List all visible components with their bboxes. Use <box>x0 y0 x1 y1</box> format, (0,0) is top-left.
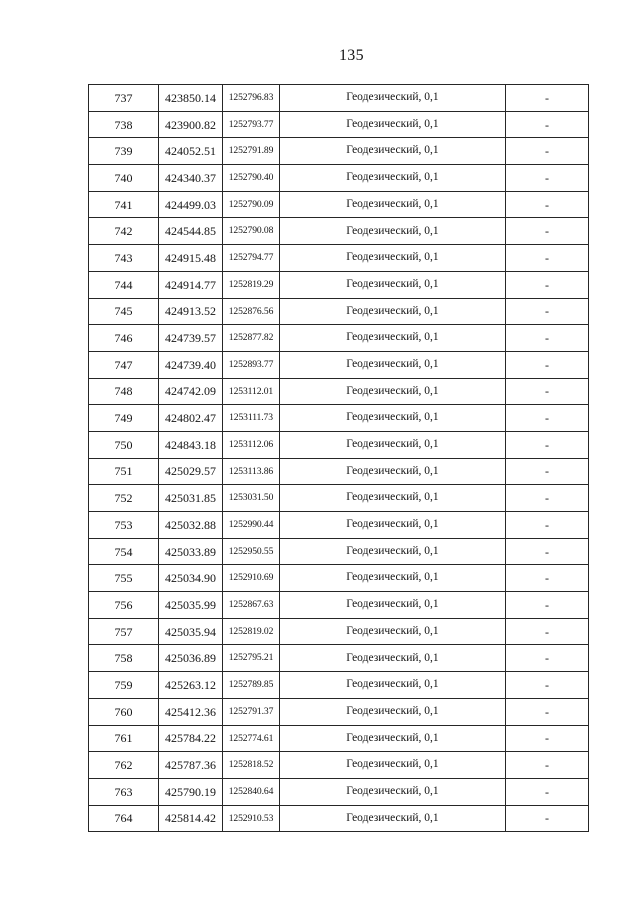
dash-cell: - <box>506 325 589 352</box>
dash-cell: - <box>506 271 589 298</box>
x-coordinate-cell: 424843.18 <box>159 431 223 458</box>
method-accuracy-cell: Геодезический, 0,1 <box>280 271 506 298</box>
y-coordinate-cell: 1252877.82 <box>223 325 280 352</box>
table-row <box>89 645 589 672</box>
point-number-cell: 764 <box>89 805 159 832</box>
x-coordinate-cell: 425036.89 <box>159 645 223 672</box>
dash-cell: - <box>506 778 589 805</box>
method-accuracy-cell: Геодезический, 0,1 <box>280 405 506 432</box>
x-coordinate-cell: 424340.37 <box>159 165 223 192</box>
y-coordinate-cell: 1252893.77 <box>223 351 280 378</box>
y-coordinate-cell: 1252819.02 <box>223 618 280 645</box>
point-number-cell: 737 <box>89 85 159 112</box>
dash-cell: - <box>506 725 589 752</box>
dash-cell: - <box>506 752 589 779</box>
point-number-cell: 747 <box>89 351 159 378</box>
table-row <box>89 485 589 512</box>
method-accuracy-cell: Геодезический, 0,1 <box>280 325 506 352</box>
y-coordinate-cell: 1252795.21 <box>223 645 280 672</box>
point-number-cell: 744 <box>89 271 159 298</box>
point-number-cell: 754 <box>89 538 159 565</box>
point-number-cell: 742 <box>89 218 159 245</box>
method-accuracy-cell: Геодезический, 0,1 <box>280 218 506 245</box>
y-coordinate-cell: 1252790.09 <box>223 191 280 218</box>
x-coordinate-cell: 425787.36 <box>159 752 223 779</box>
dash-cell: - <box>506 138 589 165</box>
table-row <box>89 618 589 645</box>
y-coordinate-cell: 1252990.44 <box>223 512 280 539</box>
x-coordinate-cell: 425035.94 <box>159 618 223 645</box>
dash-cell: - <box>506 538 589 565</box>
coordinates-table <box>88 84 589 832</box>
method-accuracy-cell: Геодезический, 0,1 <box>280 458 506 485</box>
method-accuracy-cell: Геодезический, 0,1 <box>280 698 506 725</box>
method-accuracy-cell: Геодезический, 0,1 <box>280 618 506 645</box>
method-accuracy-cell: Геодезический, 0,1 <box>280 512 506 539</box>
table-row <box>89 565 589 592</box>
method-accuracy-cell: Геодезический, 0,1 <box>280 752 506 779</box>
x-coordinate-cell: 424544.85 <box>159 218 223 245</box>
x-coordinate-cell: 425814.42 <box>159 805 223 832</box>
coordinates-table-body <box>89 85 589 832</box>
x-coordinate-cell: 425263.12 <box>159 672 223 699</box>
dash-cell: - <box>506 298 589 325</box>
point-number-cell: 756 <box>89 592 159 619</box>
y-coordinate-cell: 1253113.86 <box>223 458 280 485</box>
dash-cell: - <box>506 565 589 592</box>
point-number-cell: 762 <box>89 752 159 779</box>
table-row <box>89 538 589 565</box>
x-coordinate-cell: 424914.77 <box>159 271 223 298</box>
dash-cell: - <box>506 458 589 485</box>
x-coordinate-cell: 423850.14 <box>159 85 223 112</box>
table-row <box>89 218 589 245</box>
point-number-cell: 758 <box>89 645 159 672</box>
method-accuracy-cell: Геодезический, 0,1 <box>280 298 506 325</box>
point-number-cell: 761 <box>89 725 159 752</box>
method-accuracy-cell: Геодезический, 0,1 <box>280 778 506 805</box>
point-number-cell: 749 <box>89 405 159 432</box>
x-coordinate-cell: 425029.57 <box>159 458 223 485</box>
point-number-cell: 751 <box>89 458 159 485</box>
table-row <box>89 458 589 485</box>
table-row <box>89 378 589 405</box>
method-accuracy-cell: Геодезический, 0,1 <box>280 138 506 165</box>
dash-cell: - <box>506 85 589 112</box>
y-coordinate-cell: 1252789.85 <box>223 672 280 699</box>
y-coordinate-cell: 1252867.63 <box>223 592 280 619</box>
dash-cell: - <box>506 512 589 539</box>
y-coordinate-cell: 1252791.37 <box>223 698 280 725</box>
table-row <box>89 271 589 298</box>
table-row <box>89 405 589 432</box>
table-row <box>89 698 589 725</box>
method-accuracy-cell: Геодезический, 0,1 <box>280 538 506 565</box>
table-row <box>89 138 589 165</box>
x-coordinate-cell: 425034.90 <box>159 565 223 592</box>
y-coordinate-cell: 1252840.64 <box>223 778 280 805</box>
table-row <box>89 351 589 378</box>
table-row <box>89 512 589 539</box>
y-coordinate-cell: 1252790.08 <box>223 218 280 245</box>
dash-cell: - <box>506 111 589 138</box>
dash-cell: - <box>506 165 589 192</box>
y-coordinate-cell: 1252791.89 <box>223 138 280 165</box>
x-coordinate-cell: 424739.40 <box>159 351 223 378</box>
y-coordinate-cell: 1252796.83 <box>223 85 280 112</box>
table-row <box>89 431 589 458</box>
point-number-cell: 738 <box>89 111 159 138</box>
point-number-cell: 755 <box>89 565 159 592</box>
method-accuracy-cell: Геодезический, 0,1 <box>280 191 506 218</box>
point-number-cell: 753 <box>89 512 159 539</box>
dash-cell: - <box>506 592 589 619</box>
method-accuracy-cell: Геодезический, 0,1 <box>280 725 506 752</box>
dash-cell: - <box>506 351 589 378</box>
point-number-cell: 757 <box>89 618 159 645</box>
y-coordinate-cell: 1252818.52 <box>223 752 280 779</box>
x-coordinate-cell: 424802.47 <box>159 405 223 432</box>
dash-cell: - <box>506 378 589 405</box>
x-coordinate-cell: 425790.19 <box>159 778 223 805</box>
y-coordinate-cell: 1252794.77 <box>223 245 280 272</box>
point-number-cell: 740 <box>89 165 159 192</box>
table-row <box>89 111 589 138</box>
table-row <box>89 298 589 325</box>
dash-cell: - <box>506 618 589 645</box>
x-coordinate-cell: 424739.57 <box>159 325 223 352</box>
x-coordinate-cell: 424052.51 <box>159 138 223 165</box>
x-coordinate-cell: 425412.36 <box>159 698 223 725</box>
point-number-cell: 750 <box>89 431 159 458</box>
method-accuracy-cell: Геодезический, 0,1 <box>280 645 506 672</box>
y-coordinate-cell: 1253031.50 <box>223 485 280 512</box>
method-accuracy-cell: Геодезический, 0,1 <box>280 111 506 138</box>
table-row <box>89 245 589 272</box>
point-number-cell: 748 <box>89 378 159 405</box>
method-accuracy-cell: Геодезический, 0,1 <box>280 351 506 378</box>
point-number-cell: 745 <box>89 298 159 325</box>
table-row <box>89 725 589 752</box>
x-coordinate-cell: 425031.85 <box>159 485 223 512</box>
y-coordinate-cell: 1252790.40 <box>223 165 280 192</box>
method-accuracy-cell: Геодезический, 0,1 <box>280 565 506 592</box>
x-coordinate-cell: 425035.99 <box>159 592 223 619</box>
table-row <box>89 778 589 805</box>
table-row <box>89 85 589 112</box>
dash-cell: - <box>506 645 589 672</box>
y-coordinate-cell: 1252793.77 <box>223 111 280 138</box>
x-coordinate-cell: 424913.52 <box>159 298 223 325</box>
page-number: 135 <box>339 47 364 64</box>
x-coordinate-cell: 425033.89 <box>159 538 223 565</box>
point-number-cell: 763 <box>89 778 159 805</box>
point-number-cell: 759 <box>89 672 159 699</box>
table-row <box>89 805 589 832</box>
y-coordinate-cell: 1253112.06 <box>223 431 280 458</box>
table-row <box>89 752 589 779</box>
point-number-cell: 752 <box>89 485 159 512</box>
table-row <box>89 672 589 699</box>
y-coordinate-cell: 1252819.29 <box>223 271 280 298</box>
x-coordinate-cell: 425032.88 <box>159 512 223 539</box>
table-row <box>89 165 589 192</box>
dash-cell: - <box>506 698 589 725</box>
dash-cell: - <box>506 218 589 245</box>
x-coordinate-cell: 425784.22 <box>159 725 223 752</box>
dash-cell: - <box>506 805 589 832</box>
x-coordinate-cell: 423900.82 <box>159 111 223 138</box>
x-coordinate-cell: 424915.48 <box>159 245 223 272</box>
table-row <box>89 592 589 619</box>
method-accuracy-cell: Геодезический, 0,1 <box>280 165 506 192</box>
method-accuracy-cell: Геодезический, 0,1 <box>280 378 506 405</box>
table-row <box>89 325 589 352</box>
point-number-cell: 739 <box>89 138 159 165</box>
y-coordinate-cell: 1252910.69 <box>223 565 280 592</box>
y-coordinate-cell: 1252876.56 <box>223 298 280 325</box>
y-coordinate-cell: 1252910.53 <box>223 805 280 832</box>
method-accuracy-cell: Геодезический, 0,1 <box>280 431 506 458</box>
point-number-cell: 741 <box>89 191 159 218</box>
y-coordinate-cell: 1252774.61 <box>223 725 280 752</box>
table-row <box>89 191 589 218</box>
point-number-cell: 743 <box>89 245 159 272</box>
method-accuracy-cell: Геодезический, 0,1 <box>280 485 506 512</box>
method-accuracy-cell: Геодезический, 0,1 <box>280 672 506 699</box>
method-accuracy-cell: Геодезический, 0,1 <box>280 592 506 619</box>
x-coordinate-cell: 424499.03 <box>159 191 223 218</box>
x-coordinate-cell: 424742.09 <box>159 378 223 405</box>
dash-cell: - <box>506 191 589 218</box>
y-coordinate-cell: 1253111.73 <box>223 405 280 432</box>
dash-cell: - <box>506 485 589 512</box>
y-coordinate-cell: 1253112.01 <box>223 378 280 405</box>
method-accuracy-cell: Геодезический, 0,1 <box>280 805 506 832</box>
point-number-cell: 746 <box>89 325 159 352</box>
point-number-cell: 760 <box>89 698 159 725</box>
method-accuracy-cell: Геодезический, 0,1 <box>280 245 506 272</box>
y-coordinate-cell: 1252950.55 <box>223 538 280 565</box>
dash-cell: - <box>506 672 589 699</box>
dash-cell: - <box>506 405 589 432</box>
dash-cell: - <box>506 245 589 272</box>
dash-cell: - <box>506 431 589 458</box>
method-accuracy-cell: Геодезический, 0,1 <box>280 85 506 112</box>
